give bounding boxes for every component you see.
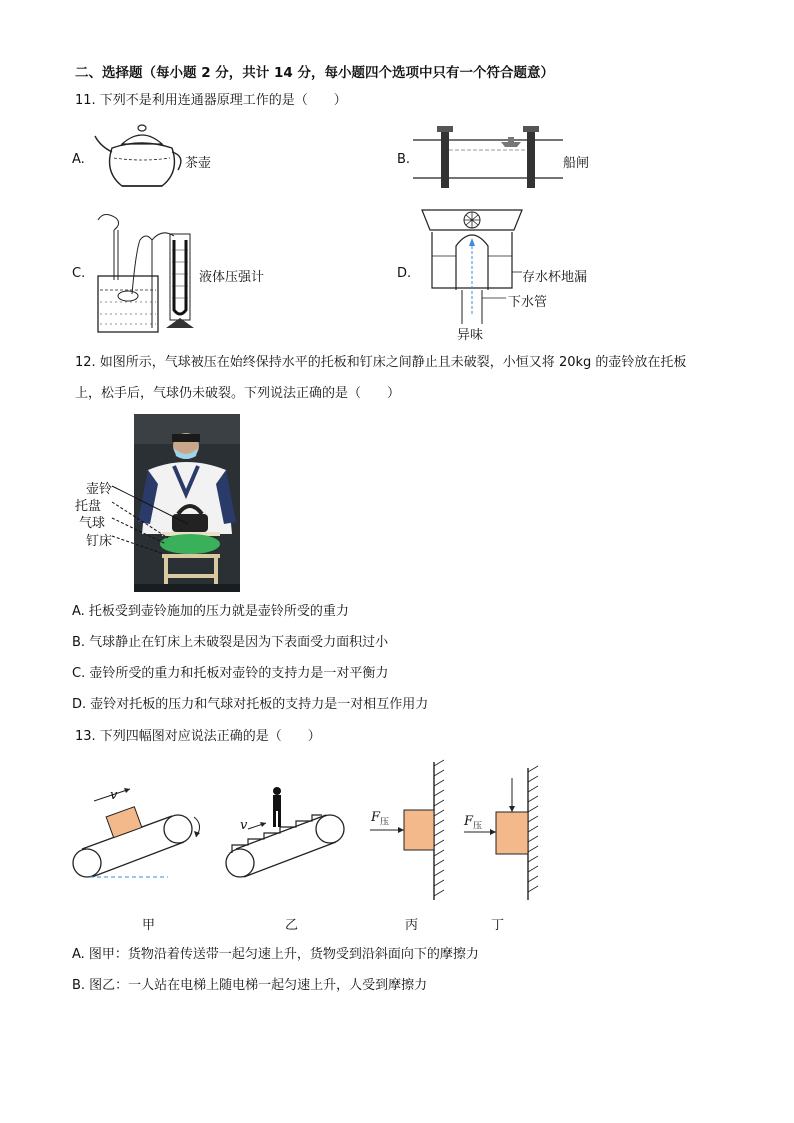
question-11-stem: 11. 下列不是利用连通器原理工作的是（ ） [75,93,347,108]
question-12-stem-line1: 12. 如图所示，气球被压在始终保持水平的托板和钉床之间静止且未破裂，小恒又将 20kg 的壶铃放在托板 [75,355,687,370]
yi-velocity-label: v [240,818,248,833]
q13-option-b: B. 图乙：一人站在电梯上随电梯一起匀速上升，人受到摩擦力 [72,978,428,993]
q11-option-d-pipe-label: 下水管 [508,295,548,310]
section-title: 二、选择题（每小题 2 分，共计 14 分，每小题四个选项中只有一个符合题意） [75,65,554,81]
q11-option-a-caption: 茶壶 [185,156,212,171]
q11-option-d-letter: D. [397,266,412,281]
q11-option-d-odor-label: 异味 [457,328,484,343]
pressure-gauge-icon [92,210,202,338]
q11-option-b-letter: B. [397,152,411,167]
figure-jia-conveyor [70,785,215,885]
question-12-stem-line2: 上，松手后，气球仍未破裂。下列说法正确的是（ ） [75,386,401,401]
q12-option-a: A. 托板受到壶铃施加的压力就是壶铃所受的重力 [72,604,349,619]
bing-force-label: $F_压$ [371,810,390,828]
q11-option-c-caption: 液体压强计 [199,270,265,285]
photo-callout-lines [108,480,208,560]
figure-yi-escalator [222,785,357,885]
q11-option-c-letter: C. [72,266,86,281]
q12-option-c: C. 壶铃所受的重力和托板对壶铃的支持力是一对平衡力 [72,666,389,681]
label-balloon: 气球 [79,516,106,531]
fig-label-ding: 丁 [491,918,505,933]
q11-option-a-letter: A. [72,152,85,167]
fig-label-jia: 甲 [142,918,156,933]
q12-option-d: D. 壶铃对托板的压力和气球对托板的支持力是一对相互作用力 [72,697,429,712]
label-kettlebell: 壶铃 [86,482,113,497]
label-tray: 托盘 [75,499,102,514]
ding-force-label: $F_压$ [464,814,483,832]
label-nail-bed: 钉床 [86,534,113,549]
figure-ding-wall-block [462,766,542,902]
figure-bing-wall-block [368,760,448,902]
question-13-stem: 13. 下列四幅图对应说法正确的是（ ） [75,729,321,744]
teapot-icon [92,122,187,194]
q11-option-d-caption: 存水杯地漏 [522,270,588,285]
q13-option-a: A. 图甲：货物沿着传送带一起匀速上升，货物受到沿斜面向下的摩擦力 [72,947,479,962]
q11-option-b-caption: 船闸 [563,156,590,171]
q12-option-b: B. 气球静止在钉床上未破裂是因为下表面受力面积过小 [72,635,389,650]
ship-lock-icon [413,122,563,190]
jia-velocity-label: v [110,788,118,803]
fig-label-yi: 乙 [285,918,299,933]
fig-label-bing: 丙 [405,918,419,933]
